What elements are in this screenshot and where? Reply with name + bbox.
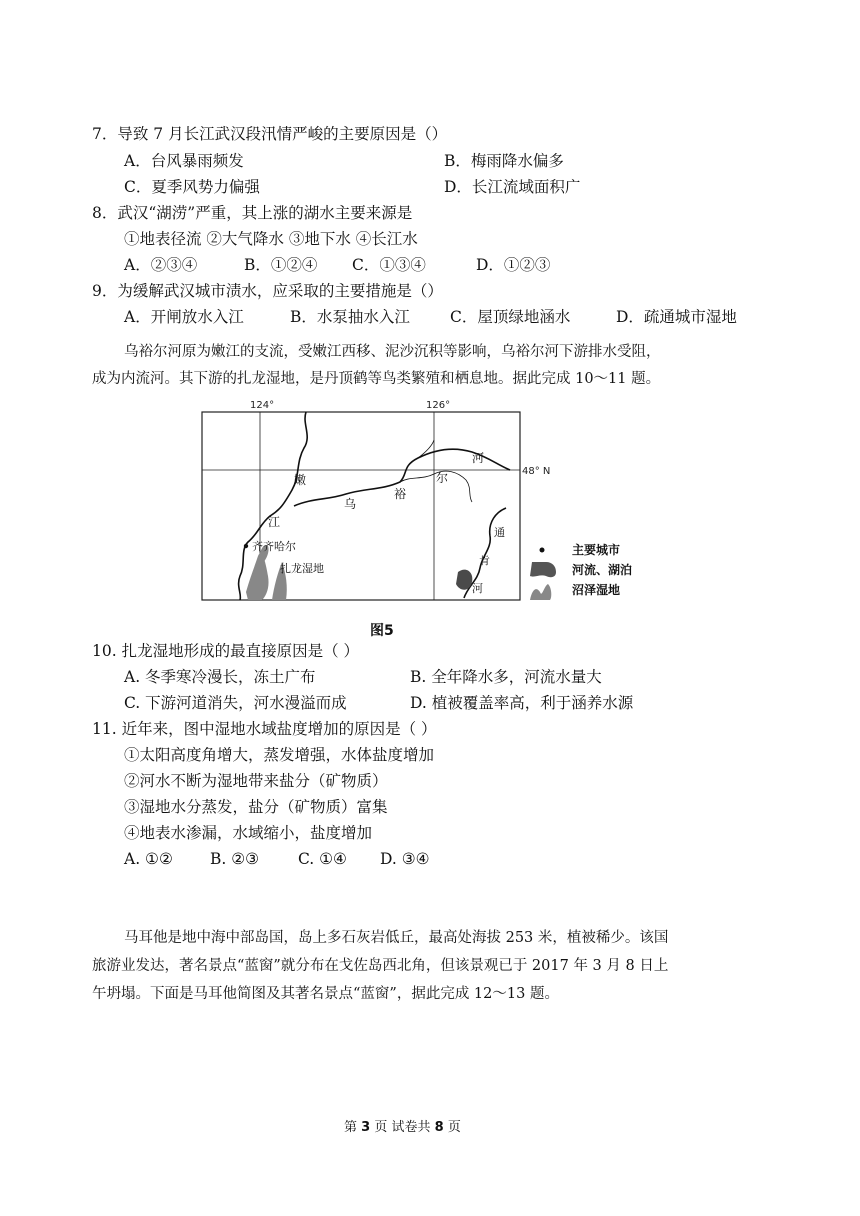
q11-item-1: ①太阳高度角增大，蒸发增强，水体盐度增加 [124,746,435,764]
label-zhalong: 扎龙湿地 [280,562,324,575]
q11-item-4: ④地表水渗漏，水域缩小，盐度增加 [124,824,373,842]
label-tongken-2: 肯 [479,554,490,567]
q8-option-c: C．①③④ [352,256,426,274]
legend-marsh-label: 沼泽湿地 [572,583,621,597]
q10-option-b: B. 全年降水多，河流水量大 [410,668,602,686]
legend-water-label: 河流、湖泊 [572,563,633,577]
lake-tongken [456,570,472,590]
page-footer [344,1116,461,1135]
label-tongken-3: 河 [472,582,483,595]
q8-option-a: A．②③④ [124,256,198,274]
q9-stem: 9．为缓解武汉城市渍水，应采取的主要措施是（） [92,282,443,300]
footer-suffix: 页 [447,1120,461,1135]
passage2-line1: 马耳他是地中海中部岛国，岛上多石灰岩低丘，最高处海拔 253 米，植被稀少。该国 [124,930,669,946]
label-wuyuer-4: 河 [472,451,485,465]
q7-stem: 7．导致 7 月长江武汉段汛情严峻的主要原因是（） [92,125,448,143]
q9-option-c: C．屋顶绿地涵水 [450,308,571,326]
q11-item-3: ③湿地水分蒸发，盐分（矿物质）富集 [124,798,388,816]
lat-label-48n: 48° N [522,466,551,477]
legend-water-icon [530,562,556,577]
q11-option-d: D. ③④ [380,850,430,868]
q10-option-d: D. 植被覆盖率高，利于涵养水源 [410,694,634,712]
q8-stem: 8．武汉“湖涝”严重，其上涨的湖水主要来源是 [92,204,413,222]
q7-option-b: B．梅雨降水偏多 [444,152,564,170]
q10-option-c: C. 下游河道消失，河水漫溢而成 [124,694,347,712]
footer-total-pages: 8 [434,1120,444,1135]
q7-option-d: D．长江流域面积广 [444,178,581,196]
legend-city-label: 主要城市 [572,543,621,557]
q9-option-d: D．疏通城市湿地 [616,308,737,326]
q10-stem: 10. 扎龙湿地形成的最直接原因是（ ） [92,642,360,660]
passage2-line2: 旅游业发达，著名景点“蓝窗”就分布在戈佐岛西北角，但该景观已于 2017 年 3 月 8 日上 [92,958,669,974]
label-wuyuer-1: 乌 [344,497,357,511]
label-nen-1: 嫩 [294,473,307,487]
passage2-line3: 午坍塌。下面是马耳他简图及其著名景点“蓝窗”，据此完成 12～13 题。 [92,986,559,1002]
footer-prefix: 第 [344,1120,358,1135]
passage1-line1: 乌裕尔河原为嫩江的支流，受嫩江西移、泥沙沉积等影响，乌裕尔河下游排水受阻， [124,344,661,360]
label-nen-2: 江 [268,515,281,529]
label-wuyuer-2: 裕 [394,487,407,501]
map-legend [530,542,632,600]
label-wuyuer-3: 尔 [436,471,449,485]
footer-middle: 页 试卷共 [374,1120,431,1135]
q11-item-2: ②河水不断为湿地带来盐分（矿物质） [124,772,388,790]
q10-option-a: A. 冬季寒冷漫长，冻土广布 [124,668,316,686]
tributary-2 [418,440,434,458]
map-frame [202,412,520,600]
q8-option-b: B．①②④ [244,256,318,274]
lon-label-126: 126° [426,400,451,411]
lon-label-124: 124° [250,400,275,411]
q7-option-a: A．台风暴雨频发 [124,152,244,170]
label-tongken-1: 通 [494,526,505,539]
footer-page-number: 3 [361,1120,371,1135]
q11-option-b: B. ②③ [210,850,260,868]
q7-option-c: C．夏季风势力偏强 [124,178,260,196]
legend-marsh-icon [530,584,551,600]
q9-option-a: A．开闸放水入江 [124,308,244,326]
q11-stem: 11. 近年来，图中湿地水域盐度增加的原因是（ ） [92,720,437,738]
passage1-line2: 成为内流河。其下游的扎龙湿地，是丹顶鹤等鸟类繁殖和栖息地。据此完成 10～11 题。 [92,371,661,387]
q8-items: ①地表径流 ②大气降水 ③地下水 ④长江水 [124,230,418,248]
city-marker-qiqihar [244,544,248,548]
figure5-map [196,396,676,608]
figure5-caption: 图5 [370,623,394,639]
q9-option-b: B．水泵抽水入江 [290,308,410,326]
legend-city-icon [540,548,545,553]
q11-option-c: C. ①④ [298,850,347,868]
q8-option-d: D．①②③ [476,256,551,274]
label-qiqihar: 齐齐哈尔 [252,540,296,553]
q11-option-a: A. ①② [124,850,173,868]
